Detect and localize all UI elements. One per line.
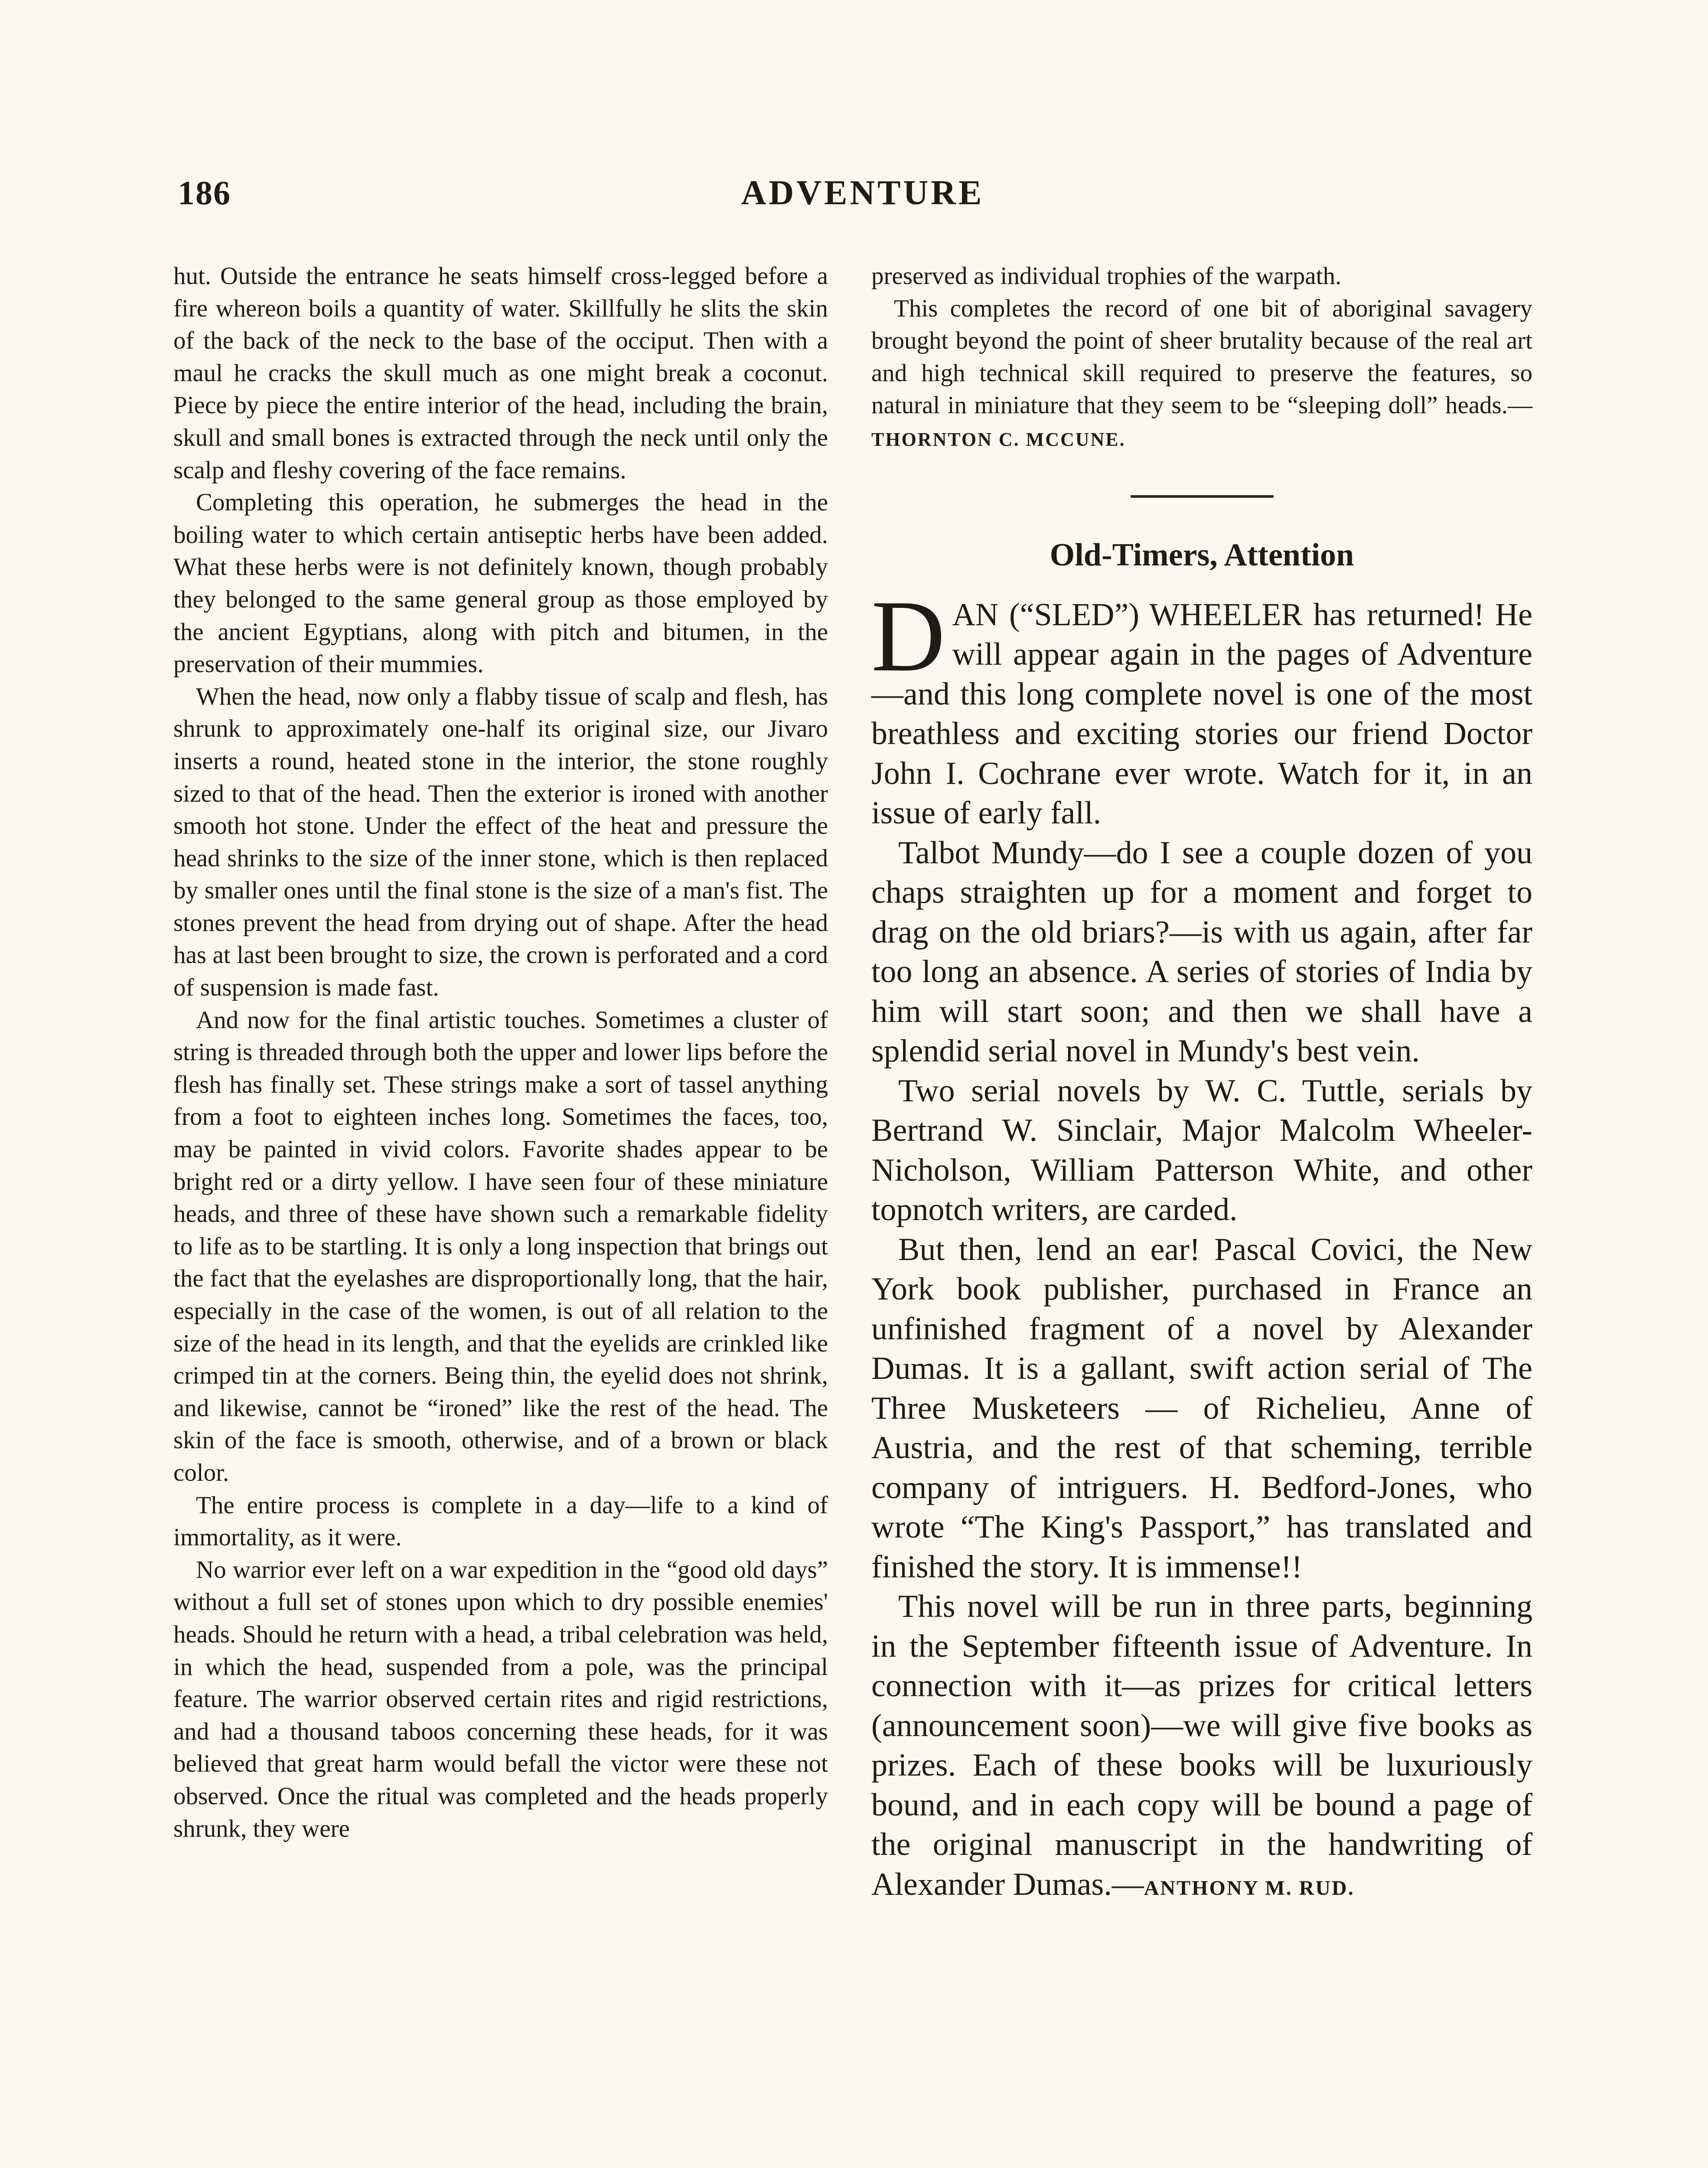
lead-text: AN (“SLED”) WHEELER has returned! He will appear again in the pages of Adventure—and this long complete novel is one of the most breathless and exciting stories our friend Doctor John I. Cochrane ever wrote. Watch for it, in an issue of early fall. <box>871 597 1532 831</box>
body-paragraph: Completing this operation, he submerges the head in the boiling water to which certain antiseptic herbs have been added. What these herbs were is not definitely known, though probably they belonged to the same general group as those employed by the ancient Egyptians, along with pitch and bitumen, in the preservation of their mummies. <box>173 489 828 678</box>
drop-cap: D <box>871 579 945 693</box>
body-paragraph <box>871 1587 1532 1908</box>
page-header <box>178 173 1548 225</box>
body-paragraph: preserved as individual trophies of the warpath. <box>871 262 1342 290</box>
section-divider <box>1131 495 1274 498</box>
body-paragraph: hut. Outside the entrance he seats himself cross-legged before a fire whereon boils a quantity of water. Skillfully he slits the skin of the back of the neck to the base of the occiput. Then with a maul he cracks the skull much as one might break a coconut. Piece by piece the entire interior of the head, including the brain, skull and small bones is extracted through the neck until only the scalp and fleshy covering of the face remains. <box>173 262 828 484</box>
running-title: ADVENTURE <box>741 174 984 212</box>
body-paragraph: But then, lend an ear! Pascal Covici, the New York book publisher, purchased in France an unfinished fragment of a novel by Alexander Dumas. It is a gallant, swift action serial of The Three Musketeers — of Richelieu, Anne of Austria, and the rest of that scheming, terrible company of intriguers. H. Bedford-Jones, who wrote “The King's Passport,” has translated and finished the story. It is immense!! <box>871 1231 1532 1585</box>
page-number: 186 <box>178 174 231 212</box>
body-paragraph: And now for the final artistic touches. Sometimes a cluster of string is threaded through both the upper and lower lips before the flesh has finally set. These strings make a sort of tassel anything from a foot to eighteen inches long. Sometimes the faces, too, may be painted in vivid colors. Favorite shades appear to be bright red or a dirty yellow. I have seen four of these miniature heads, and three of these have shown such a remarkable fidelity to life as to be startling. It is only a long inspection that brings out the fact that the eyelashes are disproportionally long, that the hair, especially in the case of the women, is out of all relation to the size of the head in its length, and that the eyelids are crinkled like crimped tin at the corners. Being thin, the eyelid does not shrink, and likewise, cannot be “ironed” like the rest of the head. The skin of the face is smooth, otherwise, and of a brown or black color. <box>173 1006 828 1486</box>
body-paragraph: When the head, now only a flabby tissue of scalp and flesh, has shrunk to approximately one-half its original size, our Jivaro inserts a round, heated stone in the interior, the stone roughly sized to that of the head. Then the exterior is ironed with another smooth hot stone. Under the effect of the heat and pressure the head shrinks to the size of the inner stone, which is then replaced by smaller ones until the final stone is the size of a man's fist. The stones prevent the head from drying out of shape. After the head has at last been brought to size, the crown is perforated and a cord of suspension is made fast. <box>173 682 828 1002</box>
body-paragraph: The entire process is complete in a day—life to a kind of immortality, as it were. <box>173 1491 828 1551</box>
body-paragraph: No warrior ever left on a war expedition in the “good old days” without a full set of stones upon which to dry possible enemies' heads. Should he return with a head, a tribal celebration was held, in which the head, suspended from a pole, was the principal feature. The warrior observed certain rites and rigid restrictions, and had a thousand taboos concerning these heads, for it was believed that great harm would befall the victor were these not observed. Once the ritual was completed and the heads properly shrunk, they were <box>173 1556 828 1842</box>
right-column <box>871 260 1532 1908</box>
body-paragraph <box>871 293 1532 456</box>
body-text: This novel will be run in three parts, beginning in the September fifteenth issue of Adventure. In connection with it—as prizes for critical letters (announcement soon)—we will give five books as prizes. Each of these books will be luxuriously bound, and in each copy will be bound a page of the original manuscript in the handwriting of Alexander Dumas.— <box>871 1589 1532 1902</box>
body-paragraph: Talbot Mundy—do I see a couple dozen of you chaps straighten up for a moment and forget to drag on the old briars?—is with us again, after far too long an absence. A series of stories of India by him will start soon; and then we shall have a splendid serial novel in Mundy's best vein. <box>871 835 1532 1069</box>
author-byline: ANTHONY M. RUD. <box>1144 1876 1355 1900</box>
body-paragraph: Two serial novels by W. C. Tuttle, serials by Bertrand W. Sinclair, Major Malcolm Wheeler-Nicholson, William Patterson White, and other topnotch writers, are carded. <box>871 1073 1532 1228</box>
section-title: Old-Timers, Attention <box>1050 537 1354 573</box>
continuation-article <box>871 260 1532 456</box>
left-column <box>173 260 828 1845</box>
body-text: This completes the record of one bit of aboriginal savagery brought beyond the point of sheer brutality because of the real art and high technical skill required to preserve the features, so natural in miniature that they seem to be “sleeping doll” heads.— <box>871 294 1532 419</box>
lead-paragraph <box>871 579 1532 833</box>
author-byline: THORNTON C. MCCUNE. <box>871 428 1126 450</box>
announcement-article <box>871 579 1532 1908</box>
